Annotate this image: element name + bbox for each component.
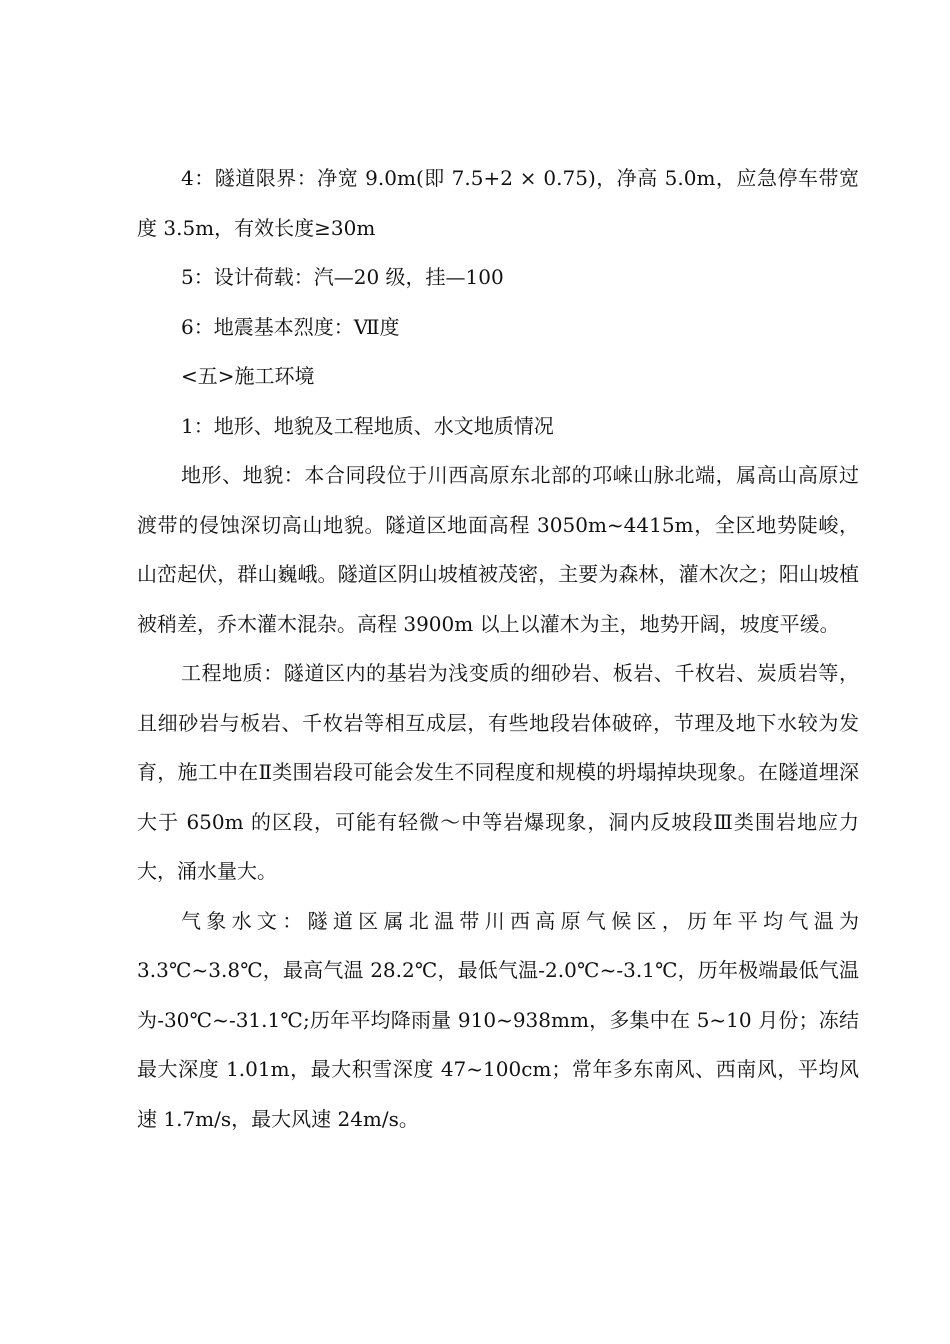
document-body [137,154,859,1144]
paragraph-meteorology-hydrology: 气象水文：隧道区属北温带川西高原气候区，历年平均气温为 3.3℃~3.8℃，最高气温 28.2℃，最低气温-2.0℃~-3.1℃，历年极端最低气温为-30℃~-31.1℃;历年平均降雨量 910~938mm，多集中在 5~10 月份；冻结最大深度 1.01m，最大积雪深度 47~100cm；常年多东南风、西南风，平均风速 1.7m/s，最大风速 24m/s。 [137,908,859,1131]
paragraph-seismic-intensity: 6：地震基本烈度：Ⅶ度 [181,314,400,339]
paragraph-geology-heading: 1：地形、地貌及工程地质、水文地质情况 [181,413,554,438]
paragraph-topography: 地形、地貌：本合同段位于川西高原东北部的邛崃山脉北端，属高山高原过渡带的侵蚀深切高山地貌。隧道区地面高程 3050m~4415m，全区地势陡峻，山峦起伏，群山巍峨。隧道区阴山坡植被茂密，主要为森林，灌木次之；阳山坡植被稍差，乔木灌木混杂。高程 3900m 以上以灌木为主，地势开阔，坡度平缓。 [137,463,859,636]
section-heading-construction-environment: <五>施工环境 [181,364,315,388]
paragraph-engineering-geology: 工程地质：隧道区内的基岩为浅变质的细砂岩、板岩、千枚岩、炭质岩等，且细砂岩与板岩、千枚岩等相互成层，有些地段岩体破碎，节理及地下水较为发育，施工中在Ⅱ类围岩段可能会发生不同程度和规模的坍塌掉块现象。在隧道埋深大于 650m 的区段，可能有轻微～中等岩爆现象，洞内反坡段Ⅲ类围岩地应力大，涌水量大。 [137,661,859,883]
paragraph-design-load: 5：设计荷载：汽—20 级，挂—100 [181,265,504,289]
paragraph-tunnel-clearance: 4：隧道限界：净宽 9.0m(即 7.5+2 × 0.75)，净高 5.0m，应急停车带宽度 3.5m，有效长度≥30m [137,166,859,240]
